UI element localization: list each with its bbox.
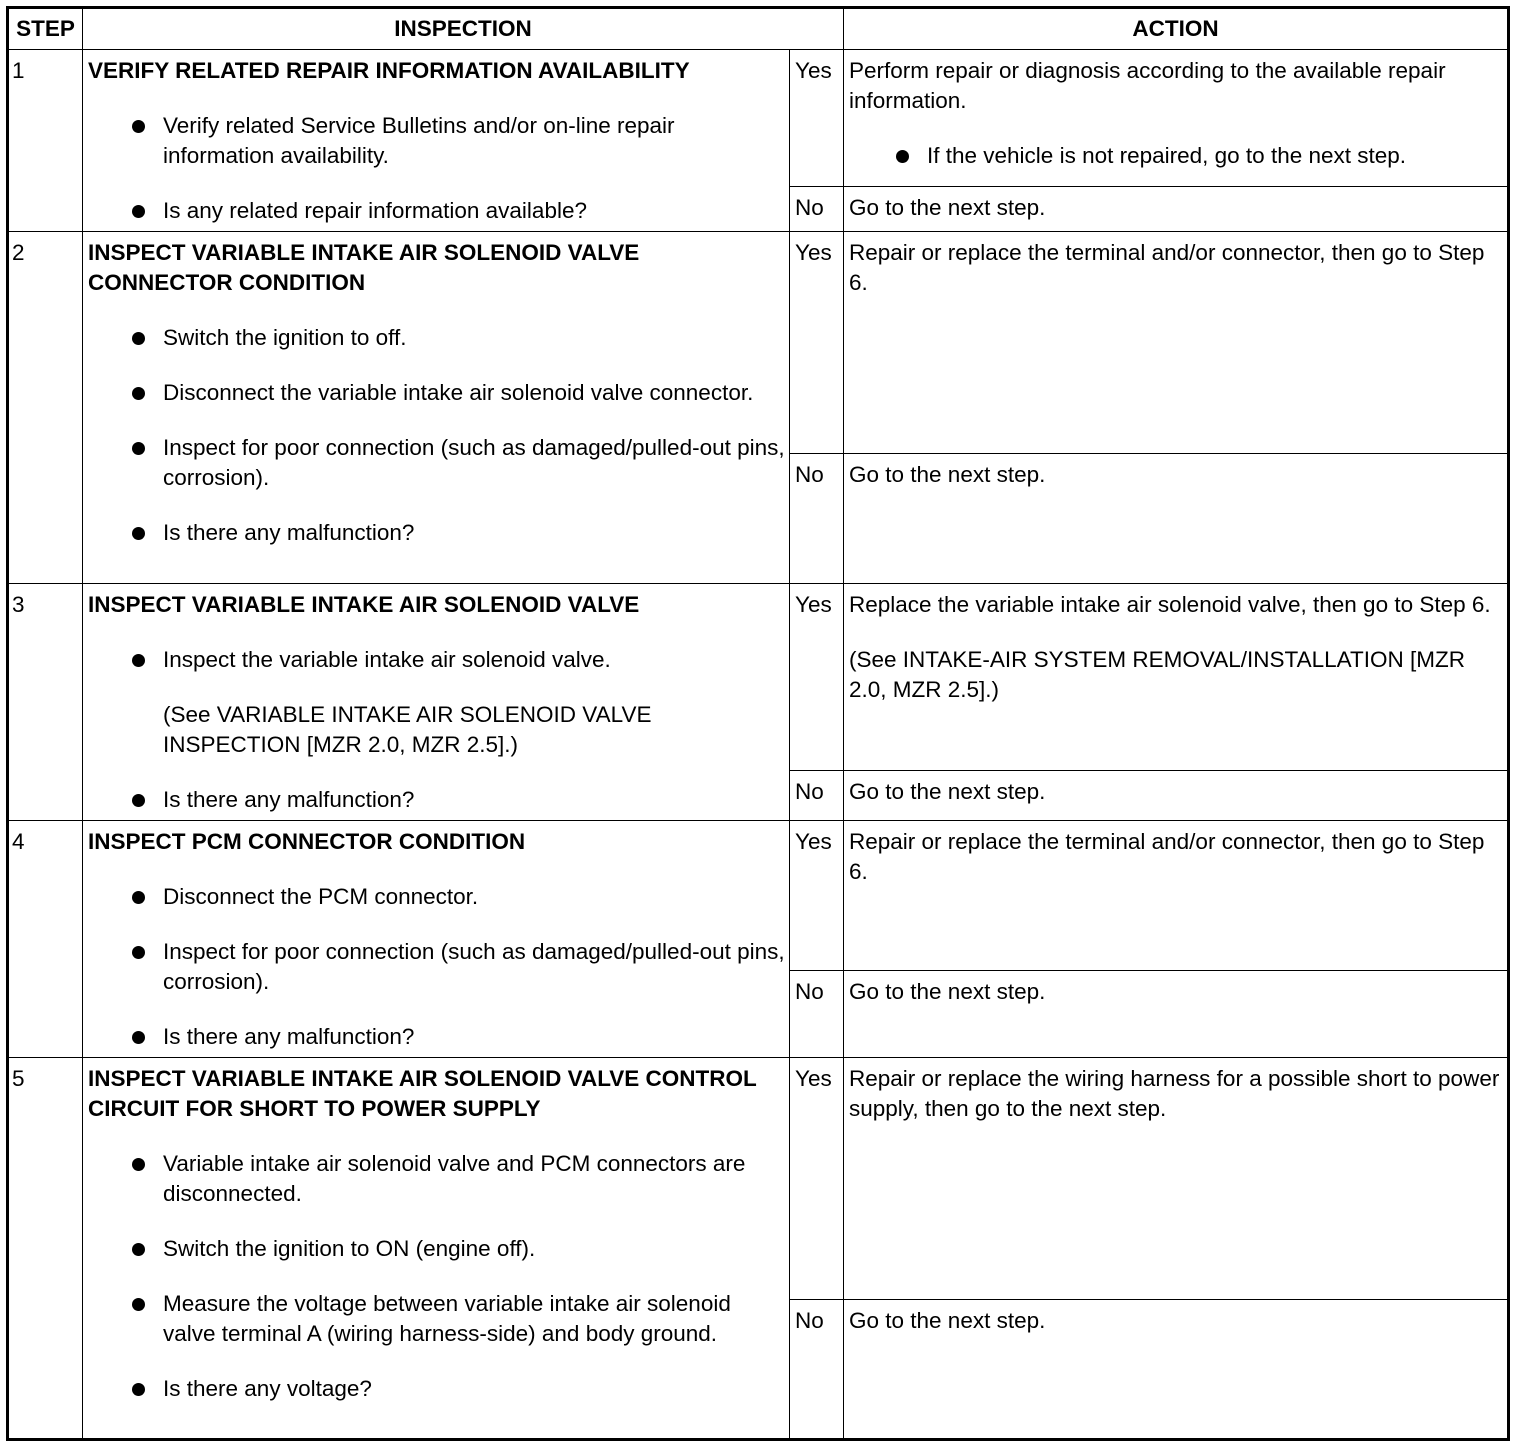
step-column-header: STEP — [8, 8, 83, 50]
table-header-row — [8, 8, 1509, 50]
bullet-text: Inspect for poor connection (such as damaged/pulled-out pins, corrosion). — [163, 939, 785, 994]
bullet-text: Measure the voltage between variable intake air solenoid valve terminal A (wiring harness-side) and body ground. — [163, 1291, 731, 1346]
yes-action-cell: Repair or replace the terminal and/or connector, then go to Step 6. — [844, 821, 1509, 971]
list-item — [88, 645, 785, 760]
inspection-column-header: INSPECTION — [83, 8, 844, 50]
inspection-bullet-list — [88, 645, 785, 815]
list-item — [88, 785, 785, 815]
inspection-title: INSPECT VARIABLE INTAKE AIR SOLENOID VALVE CONTROL CIRCUIT FOR SHORT TO POWER SUPPLY — [88, 1066, 757, 1121]
step-number: 4 — [8, 821, 83, 1058]
step-number: 2 — [8, 232, 83, 584]
list-item — [88, 1149, 785, 1209]
bullet-text: Switch the ignition to off. — [163, 325, 407, 350]
list-item — [88, 1374, 785, 1404]
yes-label: Yes — [790, 1058, 844, 1300]
no-action-cell: Go to the next step. — [844, 971, 1509, 1058]
yes-action-cell — [844, 584, 1509, 771]
bullet-text: Is there any malfunction? — [163, 1024, 415, 1049]
bullet-icon — [132, 387, 145, 400]
bullet-text: Is there any malfunction? — [163, 787, 415, 812]
bullet-text: Verify related Service Bulletins and/or on-line repair information availability. — [163, 113, 675, 168]
bullet-icon — [132, 1031, 145, 1044]
yes-label: Yes — [790, 50, 844, 187]
bullet-text: If the vehicle is not repaired, go to the next step. — [927, 143, 1407, 168]
no-label: No — [790, 771, 844, 821]
no-label: No — [790, 971, 844, 1058]
bullet-icon — [132, 1243, 145, 1256]
bullet-icon — [132, 205, 145, 218]
yes-label: Yes — [790, 821, 844, 971]
step-5-yes-row — [8, 1058, 1509, 1300]
yes-action-text: Perform repair or diagnosis according to the available repair information. — [849, 58, 1446, 113]
yes-action-cell: Repair or replace the wiring harness for a possible short to power supply, then go to the next step. — [844, 1058, 1509, 1300]
no-action-cell: Go to the next step. — [844, 1300, 1509, 1440]
list-item — [88, 378, 785, 408]
yes-action-cell: Repair or replace the terminal and/or connector, then go to Step 6. — [844, 232, 1509, 454]
no-action-cell: Go to the next step. — [844, 454, 1509, 584]
step-number: 1 — [8, 50, 83, 232]
list-item — [88, 882, 785, 912]
inspection-cell — [83, 50, 790, 232]
yes-action-cell — [844, 50, 1509, 187]
no-label: No — [790, 187, 844, 232]
inspection-cell — [83, 821, 790, 1058]
inspection-title: VERIFY RELATED REPAIR INFORMATION AVAILABILITY — [88, 58, 690, 83]
inspection-title: INSPECT VARIABLE INTAKE AIR SOLENOID VALVE — [88, 592, 640, 617]
bullet-text: Switch the ignition to ON (engine off). — [163, 1236, 536, 1261]
yes-label: Yes — [790, 232, 844, 454]
list-item — [88, 323, 785, 353]
inspection-cell — [83, 584, 790, 821]
step-1-yes-row — [8, 50, 1509, 187]
no-label: No — [790, 454, 844, 584]
bullet-icon — [132, 1158, 145, 1171]
inspection-cell — [83, 232, 790, 584]
bullet-text: Disconnect the variable intake air solenoid valve connector. — [163, 380, 754, 405]
bullet-icon — [132, 332, 145, 345]
list-item — [88, 1022, 785, 1052]
inspection-title: INSPECT VARIABLE INTAKE AIR SOLENOID VALVE CONNECTOR CONDITION — [88, 240, 640, 295]
inspection-cell — [83, 1058, 790, 1440]
bullet-text: Inspect for poor connection (such as damaged/pulled-out pins, corrosion). — [163, 435, 785, 490]
bullet-icon — [132, 794, 145, 807]
no-action-cell: Go to the next step. — [844, 771, 1509, 821]
bullet-text: Inspect the variable intake air solenoid valve. — [163, 647, 611, 672]
bullet-text: Variable intake air solenoid valve and PCM connectors are disconnected. — [163, 1151, 746, 1206]
list-item — [88, 111, 785, 171]
bullet-icon — [132, 1383, 145, 1396]
bullet-text: Disconnect the PCM connector. — [163, 884, 479, 909]
inspection-bullet-list — [88, 323, 785, 548]
inspection-bullet-list — [88, 111, 785, 226]
list-item — [88, 433, 785, 493]
step-4-yes-row — [8, 821, 1509, 971]
no-label: No — [790, 1300, 844, 1440]
action-column-header: ACTION — [844, 8, 1509, 50]
list-item — [88, 1234, 785, 1264]
bullet-icon — [132, 891, 145, 904]
inspection-reference-note: (See VARIABLE INTAKE AIR SOLENOID VALVE INSPECTION [MZR 2.0, MZR 2.5].) — [163, 702, 652, 757]
bullet-icon — [132, 120, 145, 133]
step-number: 5 — [8, 1058, 83, 1440]
bullet-text: Is there any malfunction? — [163, 520, 415, 545]
list-item — [849, 141, 1503, 171]
yes-label: Yes — [790, 584, 844, 771]
bullet-icon — [132, 654, 145, 667]
step-number: 3 — [8, 584, 83, 821]
list-item — [88, 1289, 785, 1349]
bullet-text: Is any related repair information available? — [163, 198, 587, 223]
bullet-icon — [132, 946, 145, 959]
inspection-bullet-list — [88, 882, 785, 1052]
bullet-icon — [132, 527, 145, 540]
no-action-cell: Go to the next step. — [844, 187, 1509, 232]
list-item — [88, 518, 785, 548]
bullet-icon — [132, 442, 145, 455]
list-item — [88, 937, 785, 997]
bullet-icon — [132, 1298, 145, 1311]
inspection-title: INSPECT PCM CONNECTOR CONDITION — [88, 829, 526, 854]
step-3-yes-row — [8, 584, 1509, 771]
step-2-yes-row — [8, 232, 1509, 454]
bullet-text: Is there any voltage? — [163, 1376, 372, 1401]
list-item — [88, 196, 785, 226]
action-reference-note: (See INTAKE-AIR SYSTEM REMOVAL/INSTALLATION [MZR 2.0, MZR 2.5].) — [849, 647, 1465, 702]
bullet-icon — [896, 150, 909, 163]
inspection-bullet-list — [88, 1149, 785, 1404]
diagnostic-procedure-table — [6, 6, 1510, 1441]
yes-action-text: Replace the variable intake air solenoid valve, then go to Step 6. — [849, 592, 1491, 617]
